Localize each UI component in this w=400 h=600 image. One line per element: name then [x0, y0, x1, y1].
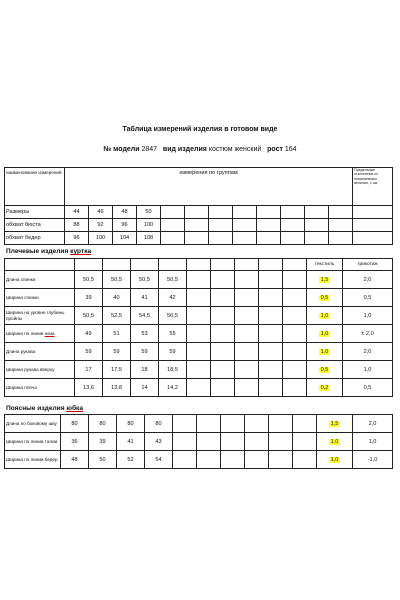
empty-cell	[283, 379, 307, 397]
table-row	[5, 307, 393, 325]
measurement-value-cell: 50	[89, 451, 117, 469]
textile-tolerance: 0,5	[320, 366, 329, 373]
textile-tolerance-cell	[307, 289, 343, 307]
measurement-label: Ширина по линии талии	[5, 433, 61, 451]
size-row-label: Размеры	[5, 206, 65, 219]
empty-cell	[257, 232, 281, 245]
empty-cell	[329, 219, 353, 232]
size-value-cell: 50	[137, 206, 161, 219]
sizes-row	[5, 219, 393, 232]
empty-cell	[211, 289, 235, 307]
tolerance-note: Предельные отклонения от номинальных величин, ± см.	[353, 168, 393, 206]
empty-cell	[257, 219, 281, 232]
table-row	[5, 415, 393, 433]
textile-tolerance: 1,0	[320, 348, 329, 355]
table-row	[5, 289, 393, 307]
textile-tolerance-cell	[307, 379, 343, 397]
empty-cell	[197, 433, 221, 451]
measurement-value-cell: 54	[145, 451, 173, 469]
empty-cell	[259, 289, 283, 307]
measurement-value-cell: 50,5	[75, 307, 103, 325]
sizes-row	[5, 206, 393, 219]
measurement-value-cell: 17	[75, 361, 103, 379]
sizes-row	[5, 232, 393, 245]
empty-cell	[259, 325, 283, 343]
measurement-value-cell: 52	[117, 451, 145, 469]
knit-tolerance-cell: 1,0	[343, 361, 393, 379]
empty-cell	[293, 415, 317, 433]
empty-cell	[245, 433, 269, 451]
measurement-value-cell: 41	[117, 433, 145, 451]
empty-cell	[235, 379, 259, 397]
empty-cell	[185, 219, 209, 232]
knit-tolerance-cell: 0,5	[343, 289, 393, 307]
measurement-value-cell: 40	[103, 289, 131, 307]
textile-tolerance-cell	[307, 307, 343, 325]
document-title: Таблица измерений изделия в готовом виде	[122, 126, 278, 133]
textile-column-header: текстиль	[307, 259, 343, 271]
empty-cell	[187, 343, 211, 361]
empty-cell	[269, 451, 293, 469]
empty-cell	[293, 433, 317, 451]
empty-cell	[173, 451, 197, 469]
upper-garment-table	[4, 258, 393, 397]
section-heading-upper: Плечевые изделия куртка	[6, 248, 92, 255]
size-value-cell: 48	[113, 206, 137, 219]
textile-tolerance-cell	[307, 271, 343, 289]
size-value-cell: 104	[113, 232, 137, 245]
empty-cell	[161, 206, 185, 219]
measurement-label: Длина рукава	[5, 343, 75, 361]
measurement-value-cell: 14,2	[159, 379, 187, 397]
empty-cell	[221, 451, 245, 469]
empty-cell	[209, 232, 233, 245]
size-value-cell: 92	[89, 219, 113, 232]
textile-tolerance: 1,0	[320, 330, 329, 337]
textile-tolerance-cell	[317, 451, 353, 469]
empty-cell	[211, 307, 235, 325]
measurement-value-cell: 80	[89, 415, 117, 433]
size-value-cell: 96	[113, 219, 137, 232]
empty-cell	[187, 271, 211, 289]
empty-cell	[269, 433, 293, 451]
model-line	[0, 146, 400, 153]
empty-cell	[235, 343, 259, 361]
measurement-value-cell: 49	[75, 325, 103, 343]
empty-cell	[235, 307, 259, 325]
knit-tolerance-cell: 2,0	[343, 271, 393, 289]
label-part: низа	[44, 330, 55, 336]
upper-column-header-row	[5, 259, 393, 271]
measurement-value-cell: 42	[159, 289, 187, 307]
empty-cell	[197, 451, 221, 469]
empty-cell	[211, 379, 235, 397]
size-row-label: обхват бюста	[5, 219, 65, 232]
empty-cell	[283, 343, 307, 361]
measurement-value-cell: 80	[117, 415, 145, 433]
empty-cell	[235, 271, 259, 289]
measurement-value-cell: 51	[103, 325, 131, 343]
measurement-value-cell: 14	[131, 379, 159, 397]
measurement-value-cell: 39	[75, 289, 103, 307]
textile-tolerance-cell	[317, 433, 353, 451]
measurement-value-cell: 59	[131, 343, 159, 361]
model-number-label: № модели	[103, 146, 140, 153]
textile-tolerance-cell	[307, 325, 343, 343]
textile-tolerance: 0,5	[320, 294, 329, 301]
measurement-value-cell: 48	[61, 451, 89, 469]
measurement-value-cell: 50,5	[159, 271, 187, 289]
size-value-cell: 100	[89, 232, 113, 245]
empty-cell	[221, 433, 245, 451]
measurement-name-header: наименование измерений	[5, 168, 65, 206]
textile-tolerance-cell	[317, 415, 353, 433]
table-row	[5, 343, 393, 361]
size-value-cell: 96	[65, 232, 89, 245]
empty-cell	[233, 219, 257, 232]
measurement-label: Ширина на уровне глубины пройны	[5, 307, 75, 325]
measurement-label: Ширина по линии бедер	[5, 451, 61, 469]
textile-tolerance: 0,2	[320, 384, 329, 391]
empty-cell	[269, 415, 293, 433]
measurement-value-cell: 18,5	[159, 361, 187, 379]
empty-cell	[281, 219, 305, 232]
empty-cell	[187, 379, 211, 397]
empty-cell	[161, 219, 185, 232]
table-row	[5, 451, 393, 469]
measurement-value-cell: 43	[145, 433, 173, 451]
empty-cell	[233, 206, 257, 219]
measurement-value-cell: 59	[75, 343, 103, 361]
measurement-value-cell: 41	[131, 289, 159, 307]
measurement-label: Длина спинки	[5, 271, 75, 289]
size-value-cell: 108	[137, 232, 161, 245]
model-number: 2847	[141, 146, 158, 153]
empty-cell	[305, 232, 329, 245]
knit-tolerance-cell: -1,0	[353, 451, 393, 469]
knit-tolerance-cell: 1,0	[353, 433, 393, 451]
measurement-label: Ширина рукава вверху	[5, 361, 75, 379]
section-heading-lower: Поясные изделия юбка	[6, 405, 84, 412]
empty-cell	[329, 232, 353, 245]
measurement-value-cell: 56,5	[159, 307, 187, 325]
textile-tolerance: 1,0	[330, 438, 339, 445]
empty-cell	[187, 289, 211, 307]
item-type-label: вид изделия	[162, 146, 207, 153]
textile-tolerance: 1,0	[320, 312, 329, 319]
measurement-label	[5, 325, 75, 343]
empty-cell	[211, 271, 235, 289]
empty-cell	[257, 206, 281, 219]
knit-tolerance-cell: 2,0	[353, 415, 393, 433]
table-row	[5, 379, 393, 397]
empty-cell	[259, 343, 283, 361]
groups-header: измерения по группам	[65, 168, 353, 206]
empty-cell	[209, 219, 233, 232]
table-row	[5, 433, 393, 451]
empty-cell	[353, 206, 393, 219]
empty-cell	[305, 206, 329, 219]
knit-tolerance-cell: ± 2,0	[343, 325, 393, 343]
empty-cell	[283, 325, 307, 343]
empty-cell	[259, 307, 283, 325]
height-label: рост	[267, 146, 283, 153]
empty-cell	[185, 232, 209, 245]
table-row	[5, 271, 393, 289]
empty-cell	[235, 325, 259, 343]
size-value-cell: 100	[137, 219, 161, 232]
textile-tolerance-cell	[307, 343, 343, 361]
knit-tolerance-cell: 1,0	[343, 307, 393, 325]
measurement-value-cell: 39	[89, 433, 117, 451]
measurement-label: Ширина спинки	[5, 289, 75, 307]
knit-tolerance-cell: 0,5	[343, 379, 393, 397]
measurement-value-cell: 17,5	[103, 361, 131, 379]
label-part: Ширина по линии	[6, 330, 45, 336]
textile-tolerance: 1,5	[330, 420, 339, 427]
empty-cell	[235, 361, 259, 379]
measurement-value-cell: 18	[131, 361, 159, 379]
empty-cell	[209, 206, 233, 219]
textile-tolerance: 1,0	[330, 456, 339, 463]
measurement-value-cell: 36	[61, 433, 89, 451]
empty-cell	[353, 219, 393, 232]
empty-cell	[187, 325, 211, 343]
measurement-value-cell: 50,5	[103, 271, 131, 289]
empty-cell	[259, 271, 283, 289]
table-row	[5, 325, 393, 343]
empty-cell	[173, 433, 197, 451]
empty-cell	[197, 415, 221, 433]
measurement-value-cell: 13,6	[75, 379, 103, 397]
empty-cell	[283, 361, 307, 379]
measurement-value-cell: 59	[103, 343, 131, 361]
measurement-value-cell: 55	[159, 325, 187, 343]
textile-tolerance-cell	[307, 361, 343, 379]
measurement-value-cell: 59	[159, 343, 187, 361]
measurement-value-cell: 52,5	[103, 307, 131, 325]
measurement-value-cell: 80	[145, 415, 173, 433]
empty-cell	[281, 232, 305, 245]
sizes-table	[4, 167, 393, 245]
size-value-cell: 44	[65, 206, 89, 219]
empty-cell	[283, 271, 307, 289]
empty-cell	[259, 379, 283, 397]
knit-tolerance-cell: 2,0	[343, 343, 393, 361]
empty-cell	[211, 325, 235, 343]
empty-cell	[185, 206, 209, 219]
empty-cell	[353, 232, 393, 245]
empty-cell	[281, 206, 305, 219]
size-row-label: обхват бедер	[5, 232, 65, 245]
empty-cell	[329, 206, 353, 219]
measurement-value-cell: 50,5	[131, 271, 159, 289]
empty-cell	[245, 415, 269, 433]
empty-cell	[173, 415, 197, 433]
table-header-row	[5, 168, 393, 206]
measurement-value-cell: 50,5	[75, 271, 103, 289]
size-value-cell: 88	[65, 219, 89, 232]
lower-garment-table	[4, 414, 393, 469]
measurement-label: Ширина плеча	[5, 379, 75, 397]
table-row	[5, 361, 393, 379]
empty-cell	[283, 307, 307, 325]
empty-cell	[293, 451, 317, 469]
empty-cell	[187, 307, 211, 325]
textile-tolerance: 1,5	[320, 276, 329, 283]
empty-cell	[283, 289, 307, 307]
item-type: костюм женский	[208, 146, 262, 153]
empty-cell	[221, 415, 245, 433]
empty-cell	[245, 451, 269, 469]
measurement-value-cell: 54,5	[131, 307, 159, 325]
measurement-value-cell: 80	[61, 415, 89, 433]
empty-cell	[187, 361, 211, 379]
size-value-cell: 46	[89, 206, 113, 219]
empty-cell	[305, 219, 329, 232]
measurement-value-cell: 13,8	[103, 379, 131, 397]
empty-cell	[233, 232, 257, 245]
empty-cell	[211, 343, 235, 361]
measurement-label: Длина по боковому шву	[5, 415, 61, 433]
empty-cell	[161, 232, 185, 245]
empty-cell	[211, 361, 235, 379]
empty-cell	[235, 289, 259, 307]
empty-cell	[259, 361, 283, 379]
knit-column-header: трикотаж	[343, 259, 393, 271]
height-value: 164	[284, 146, 297, 153]
measurement-value-cell: 53	[131, 325, 159, 343]
